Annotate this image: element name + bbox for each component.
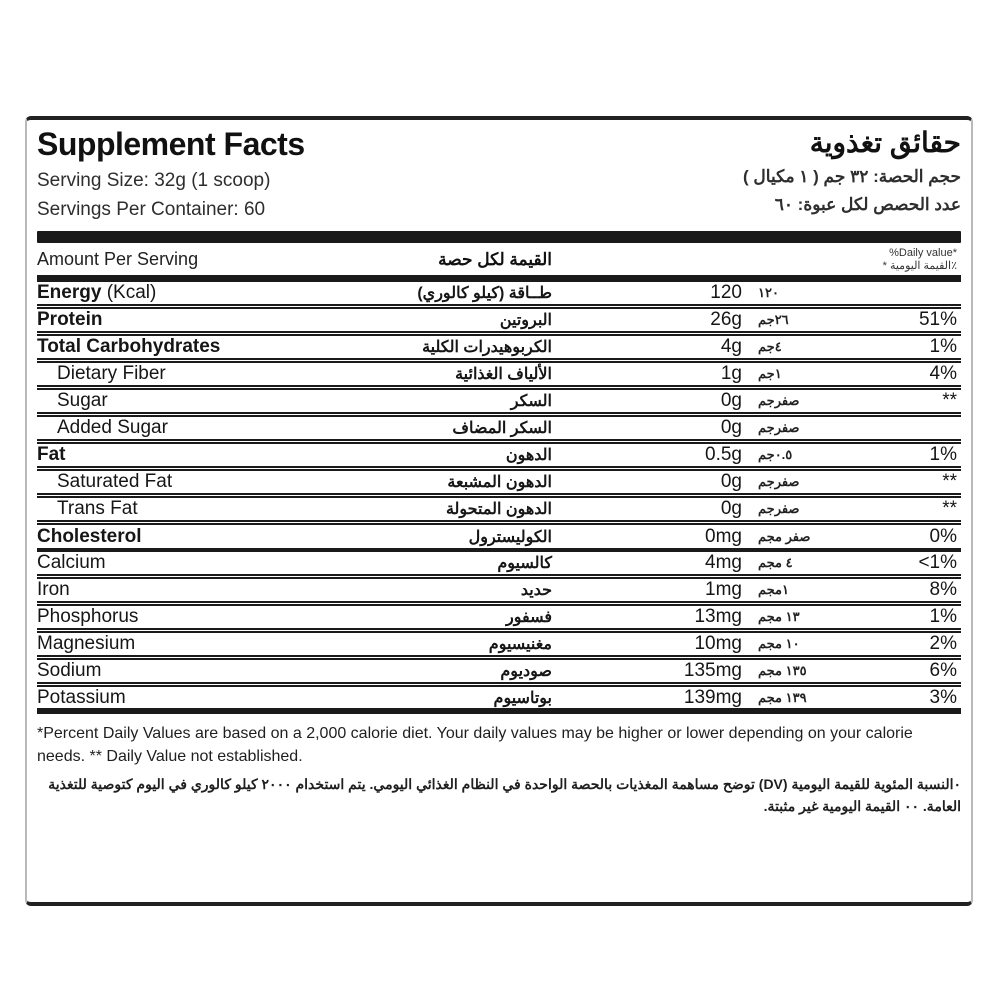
panel-header	[37, 126, 961, 221]
nutrient-name-arabic: مغنيسيوم	[488, 636, 552, 654]
nutrient-amount-english: 1g	[720, 363, 742, 385]
nutrient-amount-english: 120	[710, 282, 742, 304]
nutrient-daily-value: 51%	[918, 309, 957, 331]
serving-size-arabic: حجم الحصة: ٣٢ جم ( ١ مكيال )	[743, 167, 961, 186]
nutrient-amount-english: 135mg	[683, 660, 742, 682]
nutrient-name-english: Total Carbohydrates	[37, 336, 221, 358]
divider-thick-top	[37, 231, 961, 243]
table-row	[37, 660, 961, 687]
header-english	[37, 126, 305, 221]
nutrient-amount-arabic: ٤جم	[758, 339, 782, 355]
header-arabic	[743, 126, 961, 215]
table-row	[37, 552, 961, 579]
nutrient-name-arabic: طــاقة (كيلو كالوري)	[417, 285, 552, 303]
daily-value-header	[742, 247, 961, 272]
nutrient-daily-value: 2%	[929, 633, 957, 655]
nutrient-daily-value: 1%	[929, 444, 957, 466]
nutrient-amount-arabic: ٠.٥جم	[758, 447, 793, 463]
nutrient-amount-arabic: ١٣٩ مجم	[758, 690, 807, 706]
nutrient-name-english: Iron	[37, 579, 70, 601]
table-row	[37, 498, 961, 525]
nutrient-name-english: Phosphorus	[37, 606, 139, 628]
nutrient-amount-arabic: ٢٦جم	[758, 312, 789, 328]
nutrient-name-english: Sugar	[57, 390, 108, 412]
table-row	[37, 390, 961, 417]
servings-per-container-arabic: عدد الحصص لكل عبوة: ٦٠	[774, 195, 961, 214]
nutrient-name-english: Added Sugar	[57, 417, 168, 439]
nutrient-daily-value: 0%	[929, 525, 957, 547]
nutrient-name-arabic: الدهون المتحولة	[445, 501, 552, 519]
nutrient-daily-value: 8%	[929, 579, 957, 601]
nutrient-name-english: Saturated Fat	[57, 471, 173, 493]
nutrient-name-arabic: السكر المضاف	[452, 420, 552, 438]
nutrient-name-arabic: كالسيوم	[497, 555, 552, 573]
nutrient-amount-arabic: ١جم	[758, 366, 782, 382]
nutrient-daily-value: **	[942, 390, 957, 412]
nutrient-amount-english: 13mg	[694, 606, 742, 628]
amount-per-serving-english: Amount Per Serving	[37, 249, 199, 270]
nutrient-name-english: Magnesium	[37, 633, 136, 655]
nutrient-daily-value: 1%	[929, 336, 957, 358]
nutrient-amount-english: 4g	[720, 336, 742, 358]
nutrient-amount-english: 26g	[710, 309, 742, 331]
nutrient-amount-english: 0mg	[705, 525, 742, 547]
footnote-english: *Percent Daily Values are based on a 2,000 calorie diet. Your daily values may be higher or lower depending on your calorie needs. ** Daily Value not established.	[37, 725, 913, 765]
nutrient-amount-english: 0g	[720, 498, 742, 520]
nutrient-name-arabic: بوتاسيوم	[493, 690, 552, 708]
table-row	[37, 336, 961, 363]
table-row	[37, 309, 961, 336]
nutrient-daily-value: **	[942, 471, 957, 493]
nutrient-daily-value: **	[942, 498, 957, 520]
nutrient-name-english: Cholesterol	[37, 525, 142, 547]
nutrient-amount-arabic: ١٠ مجم	[758, 636, 800, 652]
nutrient-amount-english: 4mg	[705, 552, 742, 574]
nutrient-daily-value: <1%	[918, 552, 957, 574]
nutrient-amount-english: 10mg	[694, 633, 742, 655]
nutrient-name-english: Calcium	[37, 552, 106, 574]
amount-per-serving-arabic: القيمة لكل حصة	[438, 249, 552, 269]
nutrient-name-arabic: فسفور	[505, 609, 552, 627]
nutrient-name-arabic: البروتين	[499, 312, 552, 330]
nutrient-name-arabic: صوديوم	[500, 663, 552, 681]
nutrient-name-english: Trans Fat	[57, 498, 138, 520]
serving-size-english: Serving Size: 32g (1 scoop)	[37, 170, 271, 191]
title-arabic: حقائق تغذوية	[809, 127, 961, 158]
nutrient-name-english: Protein	[37, 309, 103, 331]
nutrient-amount-english: 139mg	[683, 687, 742, 709]
nutrient-amount-english: 0g	[720, 390, 742, 412]
nutrient-name-arabic: السكر	[510, 393, 552, 411]
table-row	[37, 525, 961, 552]
column-header-row	[37, 243, 961, 275]
nutrient-amount-arabic: ١٣٥ مجم	[758, 663, 807, 679]
nutrient-amount-arabic: ١٣ مجم	[758, 609, 800, 625]
nutrient-name-english: Potassium	[37, 687, 126, 709]
daily-value-header-english: %Daily value*	[889, 247, 957, 259]
table-row	[37, 471, 961, 498]
table-row	[37, 444, 961, 471]
table-row	[37, 417, 961, 444]
servings-per-container-english: Servings Per Container: 60	[37, 199, 266, 220]
title-english: Supplement Facts	[37, 126, 305, 162]
nutrient-amount-arabic: صفرجم	[758, 420, 800, 436]
nutrient-amount-arabic: صفرجم	[758, 474, 800, 490]
nutrient-name-arabic: الألياف الغذائية	[455, 366, 552, 384]
nutrient-rows	[37, 282, 961, 714]
nutrient-amount-arabic: ١مجم	[758, 582, 789, 598]
nutrient-name-arabic: الدهون	[505, 447, 552, 465]
nutrient-name-arabic: الكوليسترول	[468, 528, 552, 546]
daily-value-header-arabic: ٪القيمة اليومية *	[882, 259, 957, 272]
table-row	[37, 363, 961, 390]
nutrient-amount-arabic: ١٢٠	[758, 285, 779, 301]
table-row	[37, 579, 961, 606]
nutrient-daily-value: 6%	[929, 660, 957, 682]
nutrient-name-arabic: الكربوهيدرات الكلية	[422, 339, 552, 357]
nutrient-name-english: Sodium	[37, 660, 102, 682]
nutrient-daily-value: 4%	[929, 363, 957, 385]
nutrient-amount-english: 0g	[720, 417, 742, 439]
table-row	[37, 687, 961, 714]
table-row	[37, 282, 961, 309]
nutrient-amount-arabic: صفرجم	[758, 501, 800, 517]
nutrient-name-arabic: الدهون المشبعة	[447, 474, 552, 492]
nutrient-amount-english: 0.5g	[705, 444, 742, 466]
nutrient-amount-arabic: صفرجم	[758, 393, 800, 409]
table-row	[37, 633, 961, 660]
divider-medium	[37, 275, 961, 282]
nutrient-name-english: Fat	[37, 444, 66, 466]
nutrient-name-english: Energy (Kcal)	[37, 282, 157, 304]
nutrient-name-english: Dietary Fiber	[57, 363, 166, 385]
nutrient-name-arabic: حديد	[520, 582, 552, 600]
nutrient-amount-english: 1mg	[705, 579, 742, 601]
nutrient-amount-english: 0g	[720, 471, 742, 493]
table-row	[37, 606, 961, 633]
supplement-facts-panel	[25, 116, 973, 906]
nutrient-daily-value: 3%	[929, 687, 957, 709]
footnote-arabic: ٠النسبة المئوية للقيمة اليومية (DV) توضح مساهمة المغذيات بالحصة الواحدة في النظام الغذائي اليومي. يتم استخدام ٢٠٠٠ كيلو كالوري في اليوم كتوصية للتغذية العامة. ٠٠ القيمة اليومية غير مثبتة.	[48, 776, 961, 814]
nutrient-daily-value: 1%	[929, 606, 957, 628]
nutrient-amount-arabic: صفر مجم	[758, 528, 811, 544]
nutrient-amount-arabic: ٤ مجم	[758, 555, 793, 571]
